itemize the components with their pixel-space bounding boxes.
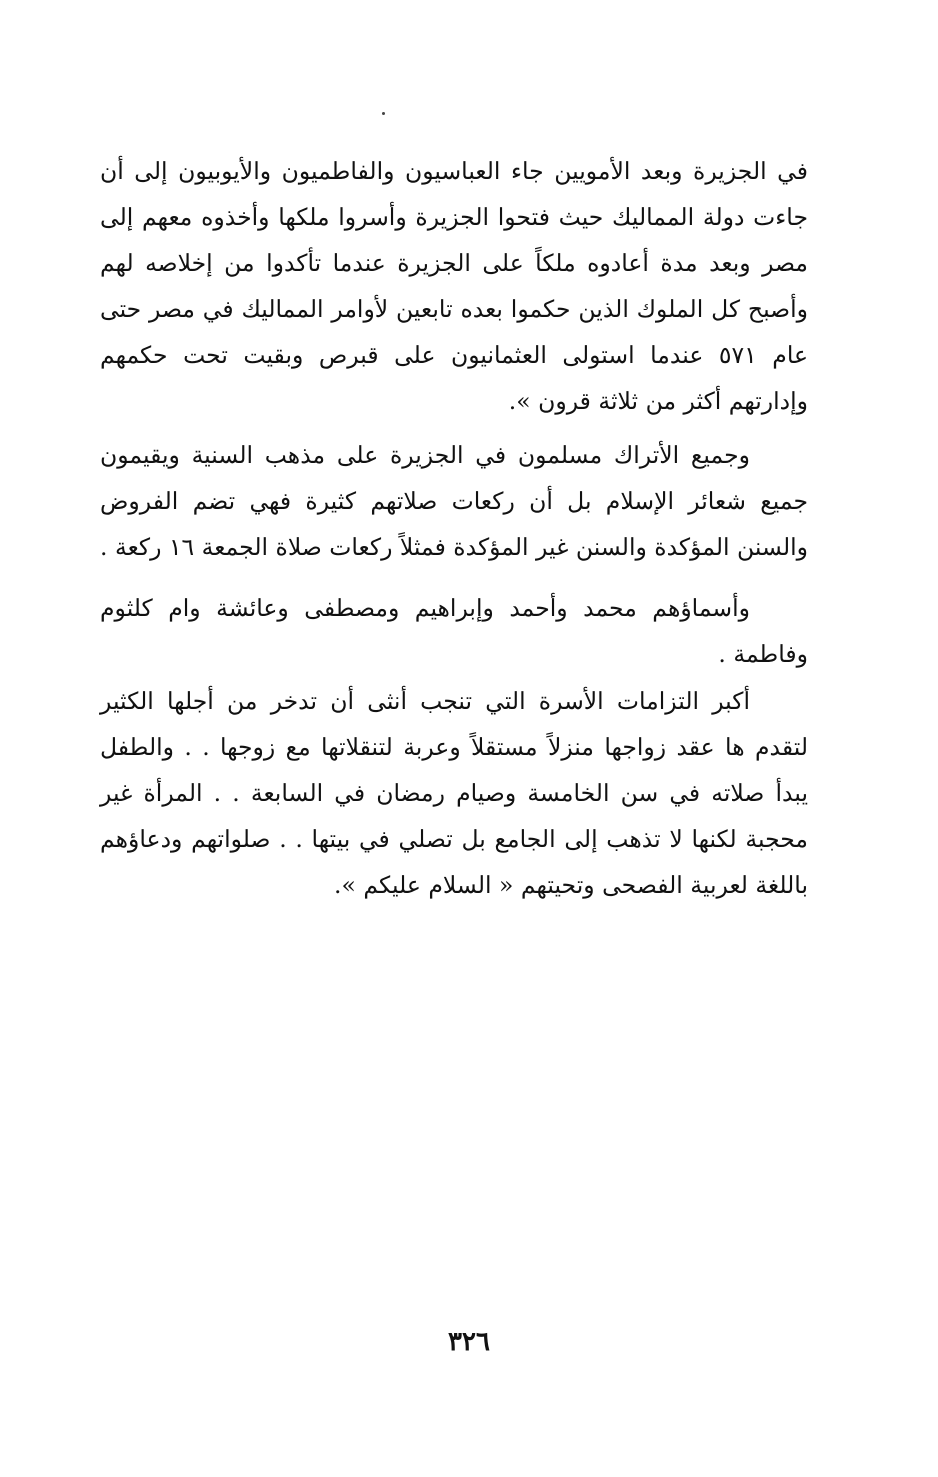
paragraph-4-text: أكبر التزامات الأسرة التي تنجب أنثى أن تدخر من أجلها الكثير لتقدم ها عقد زواجها منزلاً مستقلاً وعربة لتنقلاتها مع زوجها . . والطفل يبدأ صلاته في سن الخامسة وصيام رمضان في السابعة . . المرأة غير محجبة لكنها لا تذهب إلى الجامع بل تصلي في بيتها . . صلواتهم ودعاؤهم باللغة لعربية الفصحى وتحيتهم « السلام عليكم ». — [100, 687, 808, 899]
paragraph-2 — [100, 432, 808, 570]
scan-speck — [382, 112, 385, 115]
paragraph-3-text: وأسماؤهم محمد وأحمد وإبراهيم ومصطفى وعائشة وام كلثوم وفاطمة . — [100, 594, 808, 668]
paragraph-3 — [100, 585, 808, 677]
page-number: ٣٢٦ — [448, 1327, 490, 1357]
paragraph-1 — [100, 148, 808, 424]
paragraph-2-text: وجميع الأتراك مسلمون في الجزيرة على مذهب السنية ويقيمون جميع شعائر الإسلام بل أن ركعات صلاتهم كثيرة فهي تضم الفروض والسنن المؤكدة والسنن غير المؤكدة فمثلاً ركعات صلاة الجمعة ١٦ ركعة . — [100, 441, 808, 561]
paragraph-4 — [100, 678, 808, 908]
paragraph-1-text: في الجزيرة وبعد الأمويين جاء العباسيون والفاطميون والأيوبيون إلى أن جاءت دولة المماليك حيث فتحوا الجزيرة وأسروا ملكها وأخذوه معهم إلى مصر وبعد مدة أعادوه ملكاً على الجزيرة عندما تأكدوا من إخلاصه لهم وأصبح كل الملوك الذين حكموا بعده تابعين لأوامر المماليك في مصر حتى عام ٥٧١ عندما استولى العثمانيون على قبرص وبقيت تحت حكمهم وإدارتهم أكثر من ثلاثة قرون ». — [100, 157, 809, 415]
